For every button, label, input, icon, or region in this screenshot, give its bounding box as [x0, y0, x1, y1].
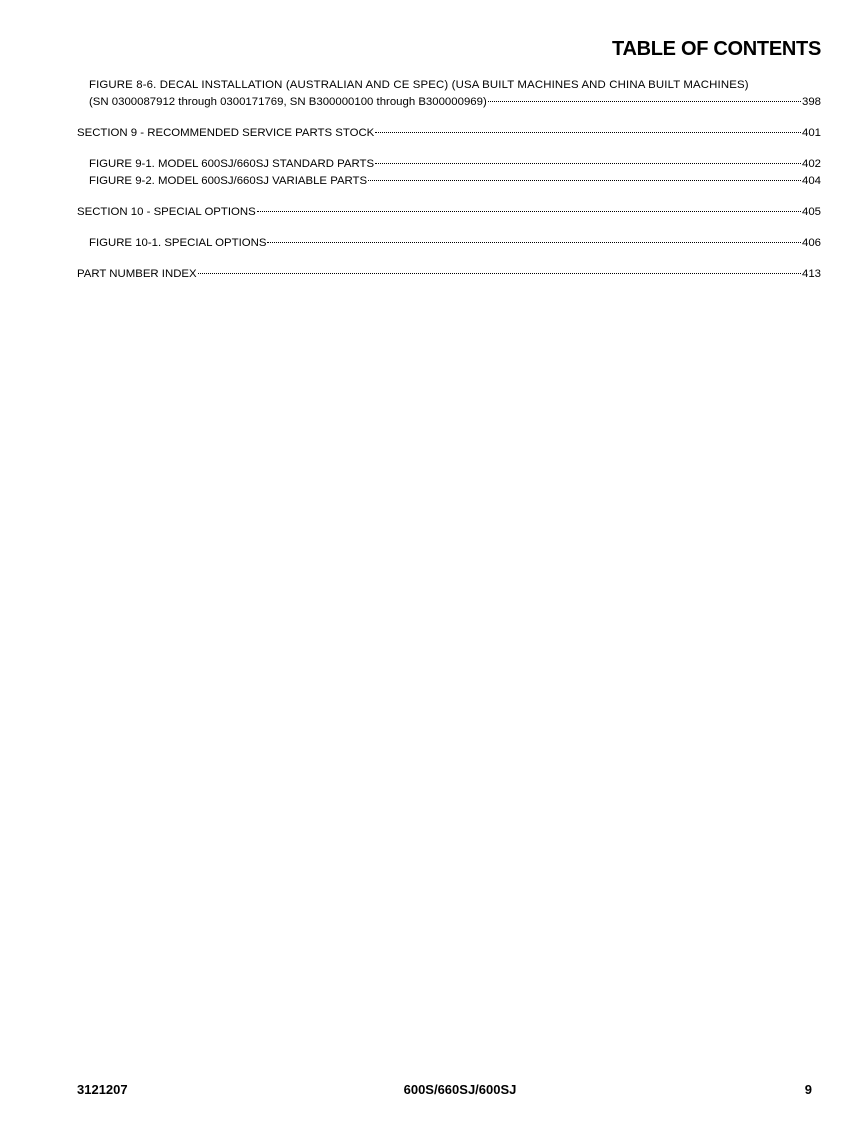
- toc-page-number: 406: [801, 237, 821, 249]
- dot-leader: [368, 169, 801, 181]
- toc-entry-label: SECTION 9 - RECOMMENDED SERVICE PARTS STOCK: [77, 127, 375, 139]
- dot-leader: [257, 200, 801, 212]
- document-number: 3121207: [77, 1082, 128, 1097]
- toc-entry-figure-8-6[interactable]: [77, 78, 821, 110]
- toc-page-number: 402: [801, 158, 821, 170]
- toc-entry-label: FIGURE 9-1. MODEL 600SJ/660SJ STANDARD PARTS: [89, 158, 375, 170]
- dot-leader: [198, 262, 801, 274]
- toc-page-number: 404: [801, 175, 821, 187]
- toc-entry-label: FIGURE 8-6. DECAL INSTALLATION (AUSTRALIAN AND CE SPEC) (USA BUILT MACHINES AND CHINA BUILT MACHINES): [89, 79, 749, 91]
- toc-entry-label: FIGURE 10-1. SPECIAL OPTIONS: [89, 237, 267, 249]
- model-name: 600S/660SJ/600SJ: [403, 1082, 517, 1097]
- table-of-contents: [77, 78, 821, 282]
- dot-leader: [375, 152, 801, 164]
- toc-page-number: 401: [801, 127, 821, 139]
- page-number: 9: [804, 1082, 812, 1097]
- toc-page-number: 405: [801, 206, 821, 218]
- page-title: TABLE OF CONTENTS: [612, 38, 821, 60]
- toc-page-number: 398: [801, 96, 821, 108]
- toc-entry-label: PART NUMBER INDEX: [77, 268, 197, 280]
- toc-entry-section-9[interactable]: [77, 124, 821, 141]
- toc-entry-label: SECTION 10 - SPECIAL OPTIONS: [77, 206, 256, 218]
- toc-entry-part-number-index[interactable]: [77, 265, 821, 282]
- toc-entry-label: (SN 0300087912 through 0300171769, SN B300000100 through B300000969): [89, 96, 487, 108]
- toc-entry-label: FIGURE 9-2. MODEL 600SJ/660SJ VARIABLE PARTS: [89, 175, 368, 187]
- dot-leader: [488, 90, 801, 102]
- toc-entry-continuation: [89, 93, 821, 110]
- toc-entry-figure-9-2[interactable]: [77, 172, 821, 189]
- toc-page-number: 413: [801, 268, 821, 280]
- dot-leader: [375, 121, 801, 133]
- toc-entry-section-10[interactable]: [77, 203, 821, 220]
- dot-leader: [267, 231, 801, 243]
- toc-entry-figure-10-1[interactable]: [77, 234, 821, 251]
